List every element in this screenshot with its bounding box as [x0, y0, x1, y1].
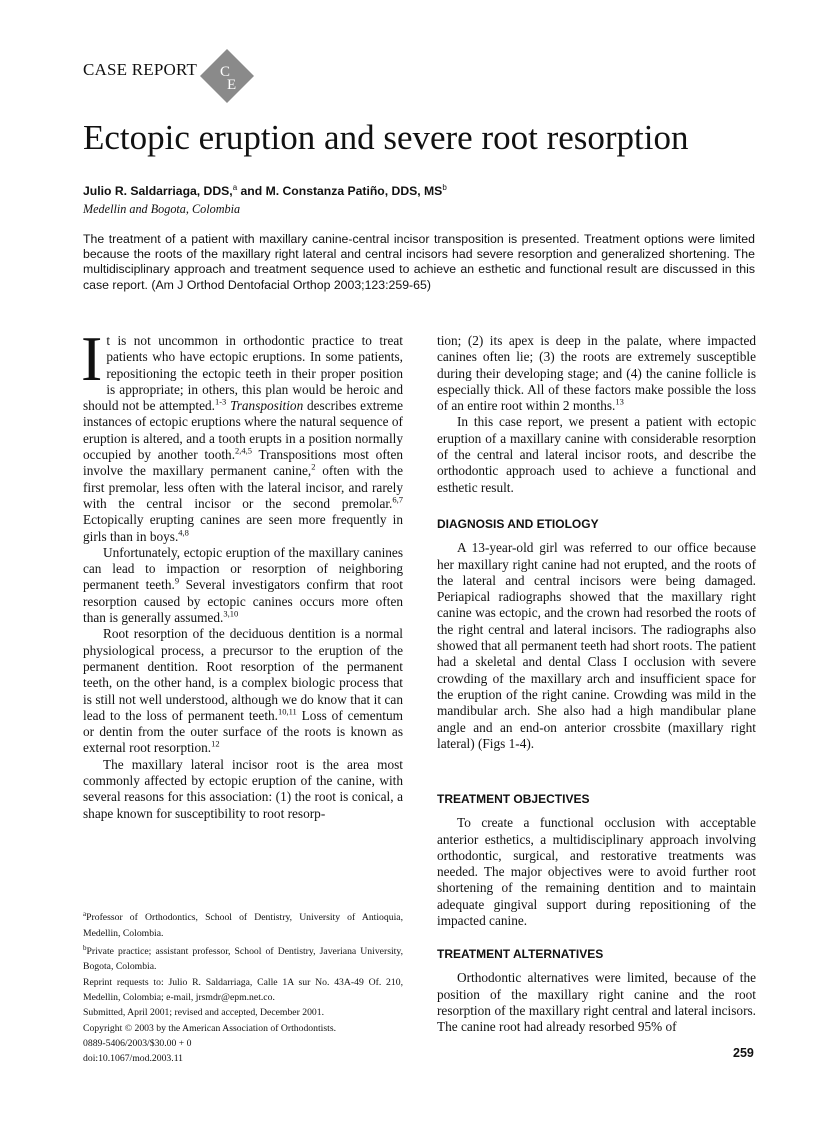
- footnote-text: 0889-5406/2003/$30.00 + 0: [83, 1037, 192, 1049]
- citation-ref: 4,8: [178, 527, 189, 538]
- citation-ref: 6,7: [392, 494, 403, 505]
- footnote-text: Professor of Orthodontics, School of Dentistry, University of Antioquia, Medellin, Colombia.: [83, 912, 403, 939]
- footnote: [83, 1051, 403, 1066]
- author-1-affil-mark: a: [232, 183, 238, 192]
- right-column-intro: [437, 333, 756, 496]
- text-run: Loss of cementum or dentin from the outer surface of the roots is known as external root resorption.: [83, 707, 403, 756]
- citation-ref: 12: [211, 739, 220, 749]
- text-run: Transpositions most often involve the maxillary permanent canine,: [83, 447, 404, 479]
- affiliation: Medellin and Bogota, Colombia: [83, 202, 241, 216]
- footnote-text: doi:10.1067/mod.2003.11: [83, 1053, 184, 1065]
- footnote: [83, 975, 403, 1006]
- footnote-text: Copyright © 2003 by the American Association of Orthodontists.: [83, 1022, 337, 1034]
- abstract: The treatment of a patient with maxillary canine-central incisor transposition is presented. Treatment options were limited because the roots of the maxillary right lateral and central incisors had severe resorption and generalized shortening. The multidisciplinary approach and treatment sequence used to achieve an esthetic and functional result are discussed in this case report. (Am J Orthod Dentofacial Orthop 2003;123:259-65): [83, 232, 755, 292]
- footnote-text: Reprint requests to: Julio R. Saldarriaga, Calle 1A sur No. 43A-49 Of. 210, Medellin, Colombia; e-mail, jrsmdr@epm.net.co.: [83, 976, 403, 1003]
- footnote: [83, 1005, 403, 1020]
- footnote-mark: b: [83, 943, 87, 952]
- text-run: In this case report, we present a patient with ectopic eruption of a maxillary canine with considerable resorption of the central and lateral incisor roots, and describe the orthodontic approach used to achieve a functional and esthetic result.: [437, 414, 756, 495]
- author-1: Julio R. Saldarriaga, DDS,: [83, 184, 233, 199]
- authors: [83, 183, 447, 198]
- section-heading: TREATMENT OBJECTIVES: [437, 792, 590, 806]
- citation-ref: 2,4,5: [235, 445, 253, 456]
- text-run: Orthodontic alternatives were limited, because of the position of the maxillary right canine and the root resorption of the maxillary right central and lateral incisors. The canine root had already resorbed 95% of: [437, 970, 756, 1035]
- paragraph: [81, 323, 404, 545]
- text-run: Unfortunately, ectopic eruption of the maxillary canines can lead to impaction or resorption of neighboring permanent teeth.: [83, 544, 403, 593]
- logo-letter-e: E: [227, 77, 237, 93]
- footnote: [83, 1021, 403, 1036]
- section-treatment-alternatives: [437, 946, 756, 1035]
- citation-ref: 2: [311, 461, 316, 472]
- footnotes: [83, 907, 403, 1066]
- paragraph: [437, 414, 756, 495]
- citation-ref: 1-3: [214, 396, 227, 407]
- paragraph: [437, 333, 756, 414]
- section-heading: DIAGNOSIS AND ETIOLOGY: [437, 517, 599, 531]
- citation-ref: 13: [615, 396, 624, 407]
- text-run: describes extreme instances of ectopic eruptions where the natural sequence of eruption is altered, and a tooth erupts in a position normally occupied by another tooth.: [83, 398, 403, 463]
- text-run: often with the first premolar, less often with the lateral incisor, and rarely with the central incisor or the second premolar.: [83, 463, 403, 511]
- footnote-text: Submitted, April 2001; revised and accepted, December 2001.: [83, 1007, 325, 1019]
- paragraph: [437, 970, 756, 1035]
- paragraph: [83, 545, 403, 626]
- author-2: and M. Constanza Patiño, DDS, MS: [237, 184, 443, 199]
- footnote: [83, 907, 403, 941]
- text-run: tion; (2) its apex is deep in the palate, where impacted canines often lie; (3) the roots are extremely susceptible during their developing stage; and (4) the canine follicle is especially thick. All of these factors make possible the loss of an entire root within 2 months.: [437, 333, 756, 414]
- footnote-text: Private practice; assistant professor, School of Dentistry, Javeriana University, Bogota, Colombia.: [83, 946, 403, 973]
- text-run: t is not uncommon in orthodontic practice to treat patients who have ectopic eruptions. In some patients, repositioning the ectopic teeth in their proper position is appropriate; in others, this plan would be heroic and should not be attempted.: [83, 333, 403, 414]
- left-column: [81, 323, 404, 822]
- text-run: Several investigators confirm that root resorption caused by ectopic canines occurs more often than is generally assumed.: [83, 577, 403, 626]
- section-treatment-objectives: [437, 791, 756, 929]
- citation-ref: 10,11: [278, 706, 297, 717]
- section-diagnosis: [437, 516, 756, 752]
- text-run: A 13-year-old girl was referred to our office because her maxillary right canine had not erupted, and the roots of the lateral and central incisors were being damaged. Periapical radiographs showed that the maxillary right canine was ectopic, and the crown had resorbed the roots of the right central and lateral incisors. The radiographs also showed that all permanent teeth had short roots. The patient had a skeletal and dental Class I occlusion with severe crowding of the maxillary arch and insufficient space for the eruption of the right canine. Crowding was mild in the mandibular arch. She also had a high mandibular plane angle and an end-on anterior crossbite (maxillary right lateral) (Figs 1-4).: [437, 540, 756, 751]
- drop-cap: I: [81, 323, 103, 394]
- citation-ref: 3,10: [223, 608, 239, 619]
- article-title: Ectopic eruption and severe root resorption: [83, 118, 689, 157]
- page-number: 259: [733, 1046, 754, 1060]
- text-run: Root resorption of the deciduous dentition is a normal physiological process, a precursor to the eruption of the permanent dentition. Root resorption of the permanent teeth, on the other hand, is a complex biologic process that is still not well understood, although we do know that it can lead to the loss of permanent teeth.: [83, 626, 403, 723]
- citation-ref: 9: [174, 576, 180, 587]
- footnote: [83, 941, 403, 975]
- text-run: To create a functional occlusion with acceptable anterior esthetics, a multidisciplinary approach involving orthodontic, surgical, and restorative treatments was needed. The major objectives were to avoid further root shortening of the remaining dentition and to maintain adequate gingival support during repositioning of the impacted canine.: [437, 815, 756, 929]
- paragraph: [437, 540, 756, 752]
- footnote: [83, 1036, 403, 1051]
- section-label: CASE REPORT: [83, 60, 198, 79]
- footnote-mark: a: [83, 910, 87, 918]
- paragraph: [83, 757, 403, 822]
- ce-logo: [200, 49, 254, 103]
- text-run: The maxillary lateral incisor root is the area most commonly affected by ectopic eruption of the canine, with several reasons for this association: (1) the root is conical, a shape known for susceptibility to root resorp-: [83, 756, 403, 821]
- logo-letter-c: C: [220, 64, 231, 80]
- paragraph: [83, 626, 403, 756]
- text-run: Transposition: [230, 398, 304, 414]
- text-run: Ectopically erupting canines are seen more frequently in girls than in boys.: [83, 512, 403, 544]
- section-heading: TREATMENT ALTERNATIVES: [437, 947, 604, 961]
- author-2-affil-mark: b: [442, 183, 447, 192]
- paragraph: [437, 815, 756, 929]
